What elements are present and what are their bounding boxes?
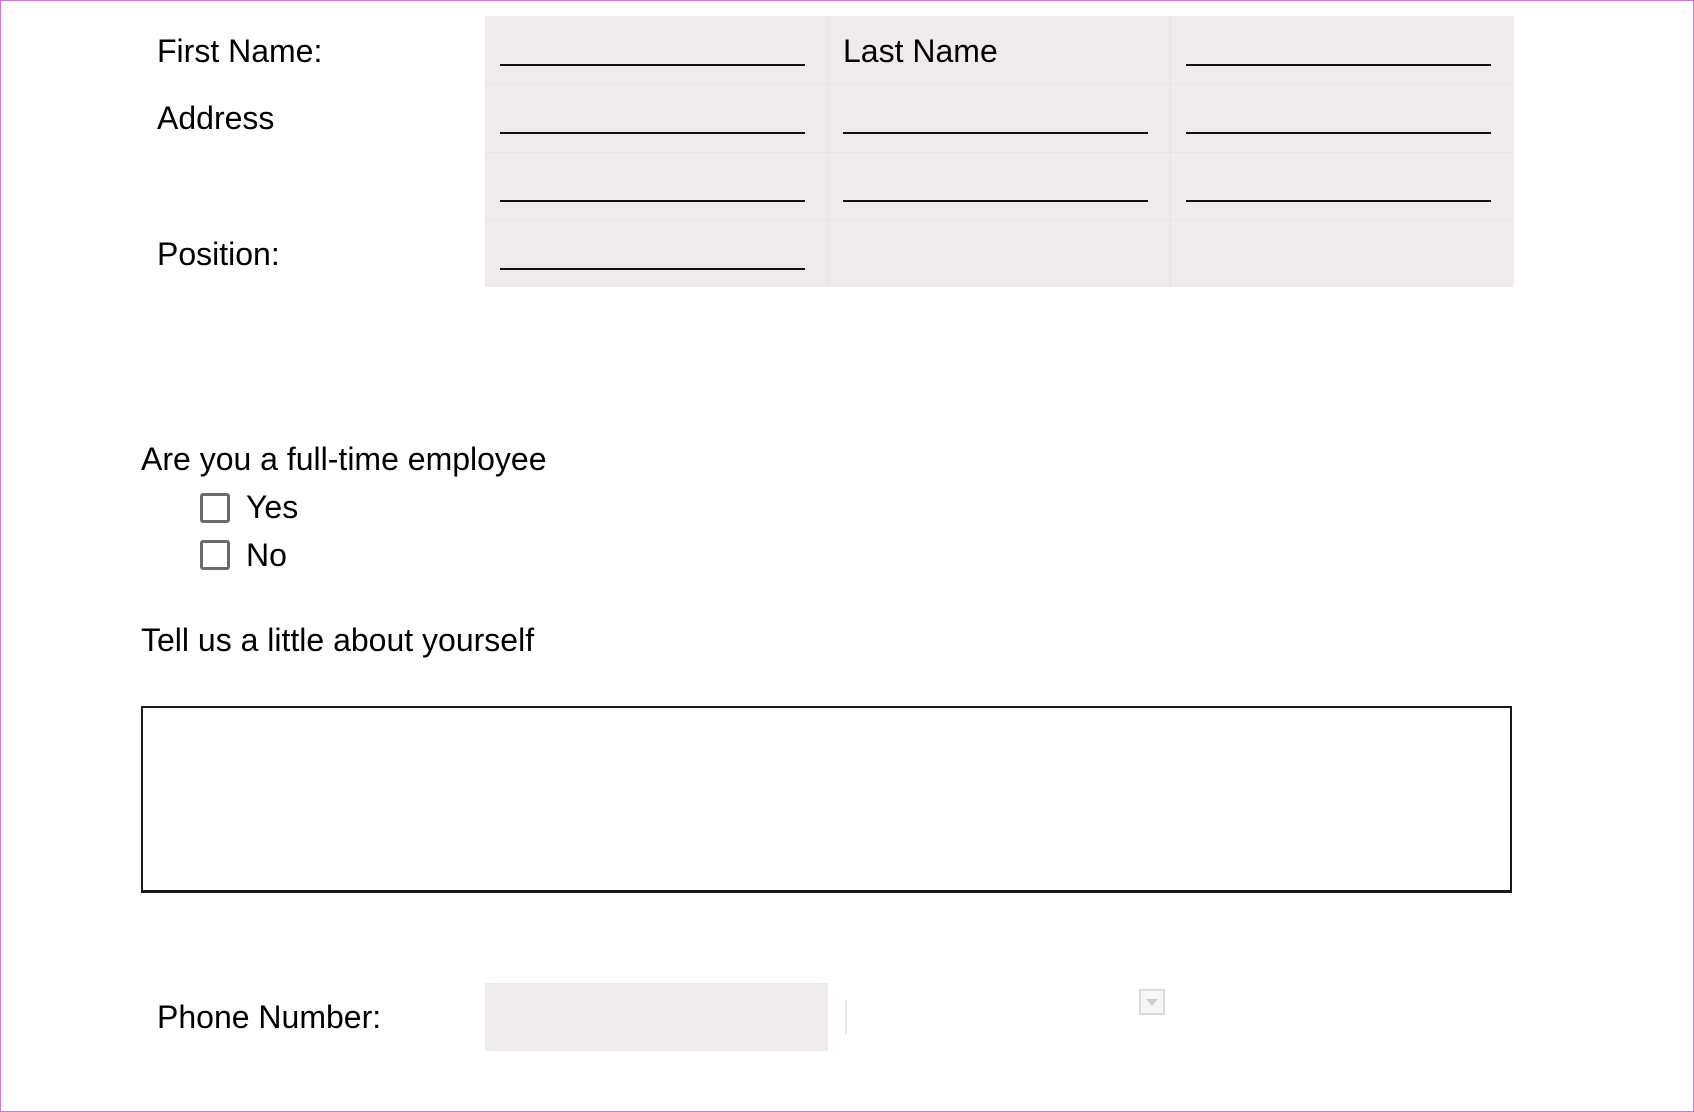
about-textarea[interactable] [141,706,1512,893]
no-checkbox[interactable] [200,540,230,570]
fulltime-question: Are you a full-time employee [141,441,547,477]
position-field[interactable] [500,268,805,270]
first-name-label: First Name: [157,33,323,69]
address-field-line1-col3[interactable] [1186,132,1491,134]
address-field-line1-col2[interactable] [843,132,1148,134]
address-field-line2-col1[interactable] [500,200,805,202]
last-name-field[interactable] [1186,64,1491,66]
last-name-label: Last Name [843,33,998,69]
no-option-label: No [246,537,287,573]
yes-checkbox[interactable] [200,493,230,523]
table-divider [485,84,1514,85]
table-divider [485,152,1514,153]
dropdown-button[interactable] [1139,989,1165,1015]
table-divider [485,220,1514,221]
address-field-line1-col1[interactable] [500,132,805,134]
chevron-down-icon [1146,999,1158,1006]
field-separator [845,1000,847,1034]
address-field-line2-col2[interactable] [843,200,1148,202]
address-field-line2-col3[interactable] [1186,200,1491,202]
first-name-field[interactable] [500,64,805,66]
position-label: Position: [157,236,280,272]
phone-label: Phone Number: [157,999,382,1035]
yes-option-label: Yes [246,489,299,525]
phone-input[interactable] [485,983,828,1051]
about-label: Tell us a little about yourself [141,622,535,658]
address-label: Address [157,100,275,136]
